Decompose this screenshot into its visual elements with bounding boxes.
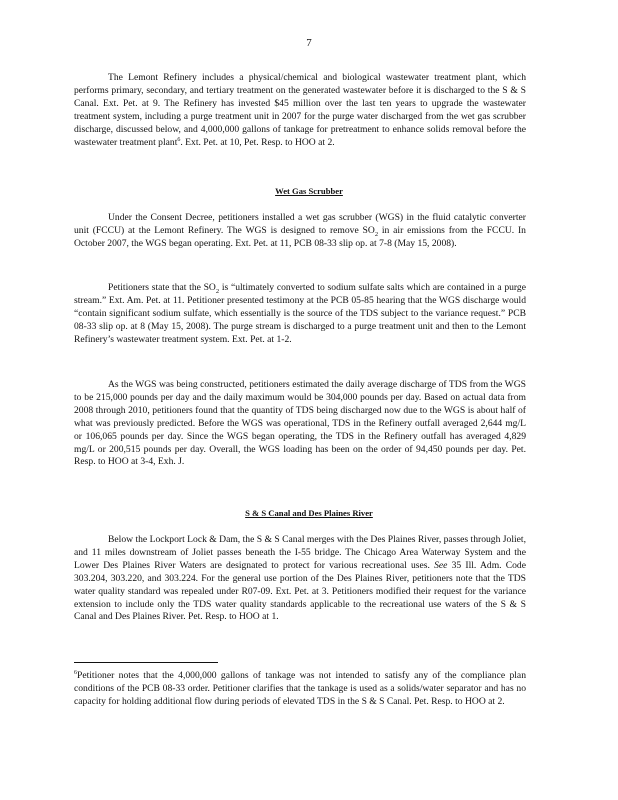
subscript: 2 — [215, 287, 220, 295]
footnote-reference: 6 — [177, 136, 181, 143]
subscript: 2 — [374, 230, 379, 238]
paragraph-lemont-refinery — [74, 72, 526, 149]
paragraph-consent-decree — [74, 212, 526, 251]
paragraph-text-continued: is “ultimately converted to sodium sulfate salts which are contained in a purge stream.” Ext. Am. Pet. at 11. Petitioner presented testimony at the PCB 05-85 hearing that the WGS discharge would “contain significant sodium sulfate, which essentially is the source of the TDS subject to the variance request.” PCB 08-33 slip op. at 8 (May 15, 2008). The purge stream is discharged to a purge treatment unit and then to the Lemont Refinery’s wastewater treatment system. Ext. Pet. at 1-2. — [74, 282, 526, 345]
paragraph-so2-converted — [74, 282, 526, 347]
paragraph-text: Petitioners state that the SO — [108, 282, 216, 293]
footnote — [74, 670, 526, 709]
paragraph-text-continued: in air emissions from the FCCU. In October 2007, the WGS began operating. Ext. Pet. at 11, PCB 08-33 slip op. at 7-8 (May 15, 2008). — [74, 224, 526, 249]
paragraph-wgs-constructed: As the WGS was being constructed, petitioners estimated the daily average discharge of TDS from the WGS to be 215,000 pounds per day and the daily maximum would be 304,000 pounds per day. Based on actual data from 2008 through 2010, petitioners found that the quantity of TDS being discharged now due to the WGS is about half of what was previously predicted. Before the WGS was operational, TDS in the Refinery outfall averaged 2,644 mg/L or 106,065 pounds per day. Since the WGS began operating, the TDS in the Refinery outfall has averaged 4,829 mg/L or 200,515 pounds per day. Overall, the WGS loading has been on the order of 94,450 pounds per day. Pet. Resp. to HOO at 3-4, Exh. J. — [74, 379, 526, 468]
footnote-marker: 6 — [74, 669, 77, 676]
section-heading-canal-river: S & S Canal and Des Plaines River — [245, 508, 373, 518]
paragraph-lockport — [74, 534, 526, 624]
footnote-text: Petitioner notes that the 4,000,000 gallons of tankage was not intended to satisfy any of the compliance plan conditions of the PCB 08-33 order. Petitioner clarifies that the tankage is used as a solids/water separator and has no capacity for holding additional flow during periods of elevated TDS in the S & S Canal. Pet. Resp. to HOO at 2. — [74, 670, 526, 707]
paragraph-text: Under the Consent Decree, petitioners installed a wet gas scrubber (WGS) in the fluid catalytic converter unit (FCCU) at the Lemont Refinery. The WGS is designed to remove SO — [74, 212, 526, 236]
section-heading-wet-gas-scrubber: Wet Gas Scrubber — [275, 186, 343, 196]
citation-signal: See — [434, 559, 448, 571]
paragraph-citation: . Ext. Pet. at 10, Pet. Resp. to HOO at 2. — [180, 136, 335, 148]
paragraph-text: Below the Lockport Lock & Dam, the S & S Canal merges with the Des Plaines River, passes through Joliet, and 11 miles downstream of Joliet passes beneath the I-55 bridge. The Chicago Area Waterway System and the Lower Des Plaines River Waters are designated to protect for various recreational uses. — [74, 534, 526, 571]
page-number: 7 — [306, 37, 312, 49]
paragraph-text-continued: 35 Ill. Adm. Code 303.204, 303.220, and 303.224. For the general use portion of the Des Plaines River, petitioners note that the TDS water quality standard was repealed under R07-09. Ext. Pet. at 3. Petitioners modified their request for the variance extension to include only the TDS water quality standards applicable to the recreational use waters of the S & S Canal and Des Plaines River. Pet. Resp. to HOO at 1. — [74, 559, 526, 623]
paragraph-text: The Lemont Refinery includes a physical/chemical and biological wastewater treatment plant, which performs primary, secondary, and tertiary treatment on the generated wastewater before it is discharged to the S & S Canal. Ext. Pet. at 9. The Refinery has invested $45 million over the last ten years to upgrade the wastewater treatment system, including a purge treatment unit in 2007 for the purge water discharged from the wet gas scrubber discharge, discussed below, and 4,000,000 gallons of tankage for pretreatment to enhance solids removal before the wastewater treatment plant — [74, 72, 526, 148]
footnote-separator — [74, 662, 218, 663]
